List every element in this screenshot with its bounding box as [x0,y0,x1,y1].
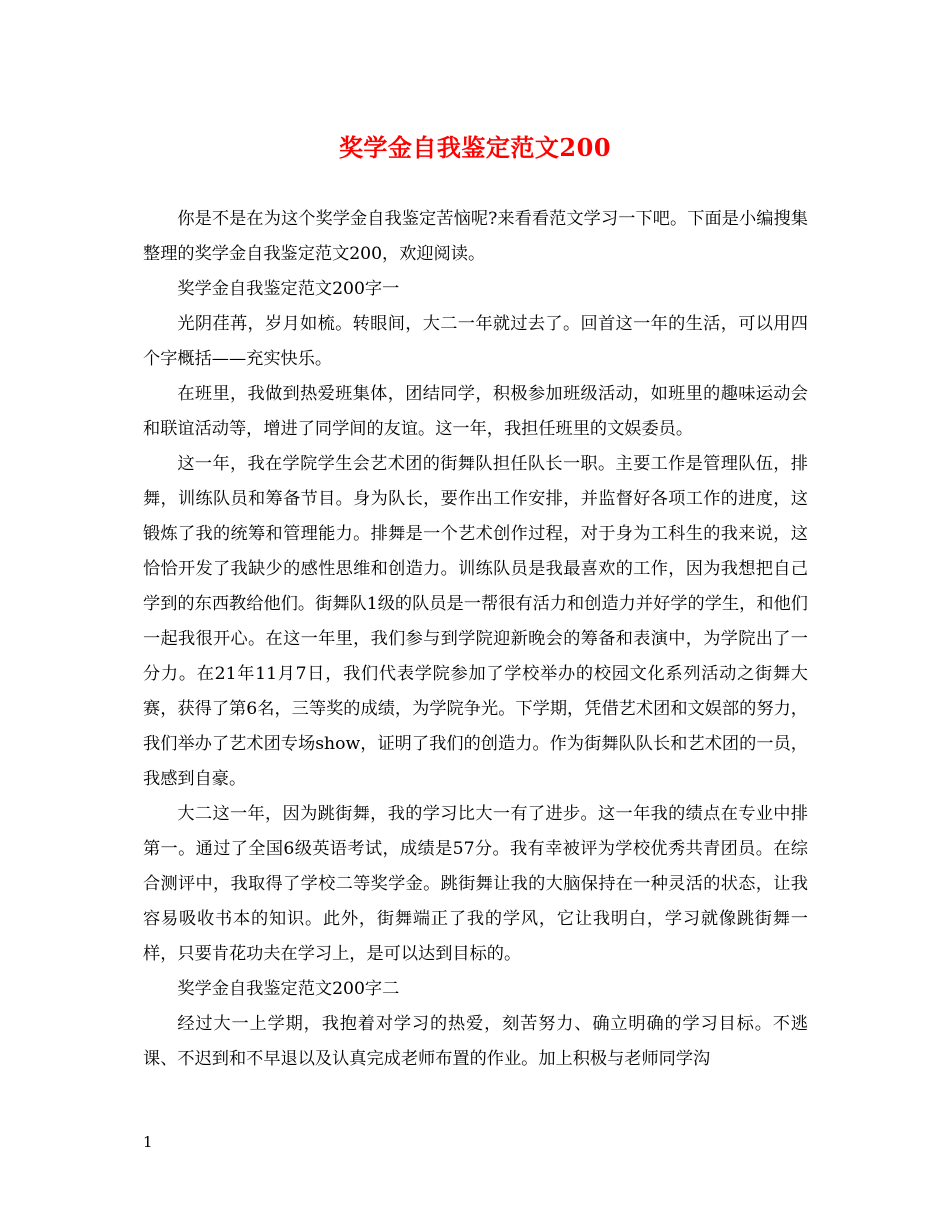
body-paragraph: 光阴荏苒，岁月如梳。转眼间，大二一年就过去了。回首这一年的生活，可以用四个字概括——充实快乐。 [143,314,808,369]
section-heading: 奖学金自我鉴定范文200字二 [177,979,400,999]
page-number: 1 [143,1133,153,1151]
body-paragraph: 你是不是在为这个奖学金自我鉴定苦恼呢?来看看范文学习一下吧。下面是小编搜集整理的奖学金自我鉴定范文200，欢迎阅读。 [143,209,808,264]
document-body [143,202,808,1077]
section-heading: 奖学金自我鉴定范文200字一 [177,279,400,299]
document-title: 奖学金自我鉴定范文200 [338,133,612,162]
body-paragraph: 大二这一年，因为跳街舞，我的学习比大一有了进步。这一年我的绩点在专业中排第一。通过了全国6级英语考试，成绩是57分。我有幸被评为学校优秀共青团员。在综合测评中，我取得了学校二等奖学金。跳街舞让我的大脑保持在一种灵活的状态，让我容易吸收书本的知识。此外，街舞端正了我的学风，它让我明白，学习就像跳街舞一样，只要肯花功夫在学习上，是可以达到目标的。 [143,804,808,964]
body-paragraph: 这一年，我在学院学生会艺术团的街舞队担任队长一职。主要工作是管理队伍，排舞，训练队员和筹备节目。身为队长，要作出工作安排，并监督好各项工作的进度，这锻炼了我的统筹和管理能力。排舞是一个艺术创作过程，对于身为工科生的我来说，这恰恰开发了我缺少的感性思维和创造力。训练队员是我最喜欢的工作，因为我想把自己学到的东西教给他们。街舞队1级的队员是一帮很有活力和创造力并好学的学生，和他们一起我很开心。在这一年里，我们参与到学院迎新晚会的筹备和表演中，为学院出了一分力。在21年11月7日，我们代表学院参加了学校举办的校园文化系列活动之街舞大赛，获得了第6名，三等奖的成绩，为学院争光。下学期，凭借艺术团和文娱部的努力，我们举办了艺术团专场show，证明了我们的创造力。作为街舞队队长和艺术团的一员，我感到自豪。 [143,454,808,789]
body-paragraph: 经过大一上学期，我抱着对学习的热爱，刻苦努力、确立明确的学习目标。不逃课、不迟到和不早退以及认真完成老师布置的作业。加上积极与老师同学沟 [143,1014,808,1069]
body-paragraph: 在班里，我做到热爱班集体，团结同学，积极参加班级活动，如班里的趣味运动会和联谊活动等，增进了同学间的友谊。这一年，我担任班里的文娱委员。 [143,384,808,439]
